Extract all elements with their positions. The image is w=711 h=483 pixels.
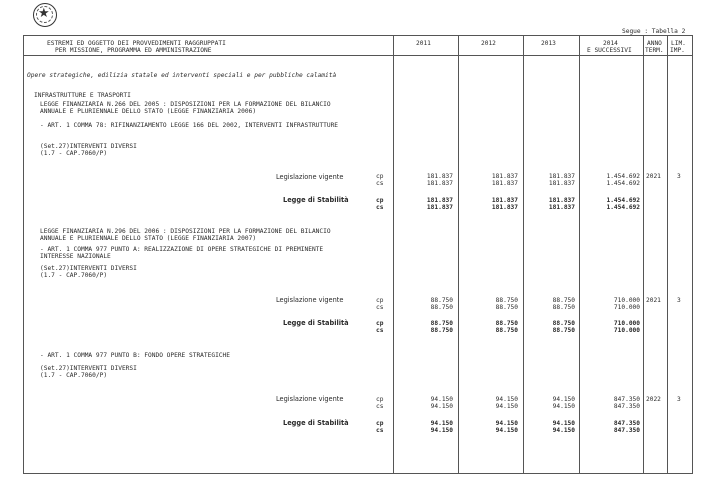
law2-article-line2: INTERESSE NAZIONALE <box>40 253 111 260</box>
block3-lv-cp-2014: 847.350 <box>613 396 640 403</box>
block3-lv-cs-2014: 847.350 <box>613 403 640 410</box>
block3-ls-cs-2012: 94.150 <box>495 427 518 434</box>
block1-lv-cs-2011: 181.837 <box>426 180 453 187</box>
block1-lv-cs-2012: 181.837 <box>491 180 518 187</box>
block1-ls-cp-label: cp <box>376 197 384 204</box>
block2-ls-cp-label: cp <box>376 320 384 327</box>
law2-article-line1: - ART. 1 COMMA 977 PUNTO A: REALIZZAZIONE DI OPERE STRATEGICHE DI PREMINENTE <box>40 246 324 253</box>
block3-lv-lim: 3 <box>677 396 681 403</box>
col-sep-2012 <box>523 35 524 474</box>
block2-lv-label: Legislazione vigente <box>276 296 344 304</box>
header-col-2011: 2011 <box>416 40 431 47</box>
block3-ls-cp-2011: 94.150 <box>430 420 453 427</box>
block1-lv-cp-2012: 181.837 <box>491 173 518 180</box>
law2-chapter: (1.7 - CAP.7060/P) <box>40 272 108 279</box>
block1-lv-label: Legislazione vigente <box>276 173 344 181</box>
block2-ls-cs-2013: 88.750 <box>552 327 575 334</box>
block3-ls-label: Legge di Stabilità <box>283 419 349 427</box>
header-col-anno: ANNO <box>647 40 662 47</box>
block3-ls-cp-2014: 847.350 <box>613 420 640 427</box>
block3-ls-cs-2011: 94.150 <box>430 427 453 434</box>
col-sep-2013 <box>579 35 580 474</box>
block2-ls-label: Legge di Stabilità <box>283 319 349 327</box>
block2-lv-cs-2013: 88.750 <box>552 304 575 311</box>
block3-lv-cp-2013: 94.150 <box>552 396 575 403</box>
frame-right <box>692 35 693 474</box>
law3-sector: (Set.27)INTERVENTI DIVERSI <box>40 365 137 372</box>
law3-chapter: (1.7 - CAP.7060/P) <box>40 372 108 379</box>
block1-lv-anno: 2021 <box>646 173 661 180</box>
block1-ls-cs-2011: 181.837 <box>426 204 453 211</box>
law1-chapter: (1.7 - CAP.7060/P) <box>40 150 108 157</box>
header-col-2014: 2014 <box>603 40 618 47</box>
block1-lv-cs-2014: 1.454.692 <box>606 180 640 187</box>
block2-lv-lim: 3 <box>677 297 681 304</box>
block3-lv-cs-2011: 94.150 <box>430 403 453 410</box>
block1-lv-lim: 3 <box>677 173 681 180</box>
block3-ls-cs-label: cs <box>376 427 384 434</box>
law1-sector: (Set.27)INTERVENTI DIVERSI <box>40 143 137 150</box>
block1-ls-cs-2014: 1.454.692 <box>606 204 640 211</box>
block2-lv-cs-2012: 88.750 <box>495 304 518 311</box>
block1-lv-cp-2011: 181.837 <box>426 173 453 180</box>
republic-emblem-icon <box>33 3 57 27</box>
section-title: Opere strategiche, edilizia statale ed interventi speciali e per pubbliche calamità <box>27 72 337 79</box>
law2-title-line1: LEGGE FINANZIARIA N.296 DEL 2006 : DISPOSIZIONI PER LA FORMAZIONE DEL BILANCIO <box>40 228 331 235</box>
block2-lv-cs-2014: 710.000 <box>613 304 640 311</box>
block3-lv-cp-2012: 94.150 <box>495 396 518 403</box>
col-sep-anno <box>667 35 668 474</box>
block2-ls-cp-2014: 710.000 <box>613 320 640 327</box>
col-sep-desc <box>393 35 394 474</box>
block3-ls-cp-2013: 94.150 <box>552 420 575 427</box>
block1-ls-cs-label: cs <box>376 204 384 211</box>
law2-sector: (Set.27)INTERVENTI DIVERSI <box>40 265 137 272</box>
block2-lv-cp-2012: 88.750 <box>495 297 518 304</box>
block1-ls-label: Legge di Stabilità <box>283 196 349 204</box>
block1-ls-cp-2014: 1.454.692 <box>606 197 640 204</box>
law2-title-line2: ANNUALE E PLURIENNALE DELLO STATO (LEGGE FINANZIARIA 2007) <box>40 235 257 242</box>
block1-ls-cs-2013: 181.837 <box>548 204 575 211</box>
block3-lv-anno: 2022 <box>646 396 661 403</box>
col-sep-2014 <box>643 35 644 474</box>
header-col-lim-sub: IMP. <box>670 47 685 54</box>
block1-ls-cp-2013: 181.837 <box>548 197 575 204</box>
bottom-border <box>23 473 693 474</box>
block3-lv-cs-2013: 94.150 <box>552 403 575 410</box>
block2-lv-cs-2011: 88.750 <box>430 304 453 311</box>
block2-lv-cp-label: cp <box>376 297 384 304</box>
block1-ls-cp-2011: 181.837 <box>426 197 453 204</box>
law3-article: - ART. 1 COMMA 977 PUNTO B: FONDO OPERE STRATEGICHE <box>40 352 230 359</box>
header-col-anno-sub: TERM. <box>645 47 664 54</box>
emblem-star-glyph: ★ <box>38 6 50 21</box>
block2-ls-cs-2011: 88.750 <box>430 327 453 334</box>
block2-lv-cp-2014: 710.000 <box>613 297 640 304</box>
block3-ls-cp-label: cp <box>376 420 384 427</box>
block2-ls-cs-2012: 88.750 <box>495 327 518 334</box>
col-sep-2011 <box>458 35 459 474</box>
block2-lv-cp-2011: 88.750 <box>430 297 453 304</box>
header-col-lim: LIM. <box>671 40 686 47</box>
subsection-title: INFRASTRUTTURE E TRASPORTI <box>34 92 131 99</box>
block3-lv-label: Legislazione vigente <box>276 395 344 403</box>
block1-ls-cp-2012: 181.837 <box>491 197 518 204</box>
block2-ls-cs-2014: 710.000 <box>613 327 640 334</box>
block1-lv-cp-2013: 181.837 <box>548 173 575 180</box>
block3-lv-cs-2012: 94.150 <box>495 403 518 410</box>
block2-ls-cs-label: cs <box>376 327 384 334</box>
block3-ls-cs-2013: 94.150 <box>552 427 575 434</box>
header-desc-line2: PER MISSIONE, PROGRAMMA ED AMMINISTRAZIONE <box>55 47 212 54</box>
header-col-2013: 2013 <box>541 40 556 47</box>
block1-ls-cs-2012: 181.837 <box>491 204 518 211</box>
law1-article: - ART. 1 COMMA 78: RIFINANZIAMENTO LEGGE 166 DEL 2002, INTERVENTI INFRASTRUTTURE <box>40 122 339 129</box>
top-border <box>23 35 693 36</box>
law1-title-line1: LEGGE FINANZIARIA N.266 DEL 2005 : DISPOSIZIONI PER LA FORMAZIONE DEL BILANCIO <box>40 101 331 108</box>
header-desc-line1: ESTREMI ED OGGETTO DEI PROVVEDIMENTI RAGGRUPPATI <box>47 40 226 47</box>
block3-ls-cs-2014: 847.350 <box>613 427 640 434</box>
block1-lv-cp-2014: 1.454.692 <box>606 173 640 180</box>
block1-lv-cs-2013: 181.837 <box>548 180 575 187</box>
block2-lv-cp-2013: 88.750 <box>552 297 575 304</box>
header-col-2014-sub: E SUCCESSIVI <box>587 47 632 54</box>
frame-left <box>23 35 24 474</box>
block2-ls-cp-2013: 88.750 <box>552 320 575 327</box>
continuation-label: Segue : Tabella 2 <box>622 28 686 35</box>
block2-ls-cp-2012: 88.750 <box>495 320 518 327</box>
block2-lv-anno: 2021 <box>646 297 661 304</box>
law1-title-line2: ANNUALE E PLURIENNALE DELLO STATO (LEGGE FINANZIARIA 2006) <box>40 108 257 115</box>
block2-ls-cp-2011: 88.750 <box>430 320 453 327</box>
block1-lv-cs-label: cs <box>376 180 384 187</box>
block1-lv-cp-label: cp <box>376 173 384 180</box>
header-bottom-border <box>23 55 693 56</box>
block2-lv-cs-label: cs <box>376 304 384 311</box>
block3-lv-cp-label: cp <box>376 396 384 403</box>
block3-ls-cp-2012: 94.150 <box>495 420 518 427</box>
block3-lv-cp-2011: 94.150 <box>430 396 453 403</box>
block3-lv-cs-label: cs <box>376 403 384 410</box>
header-col-2012: 2012 <box>481 40 496 47</box>
